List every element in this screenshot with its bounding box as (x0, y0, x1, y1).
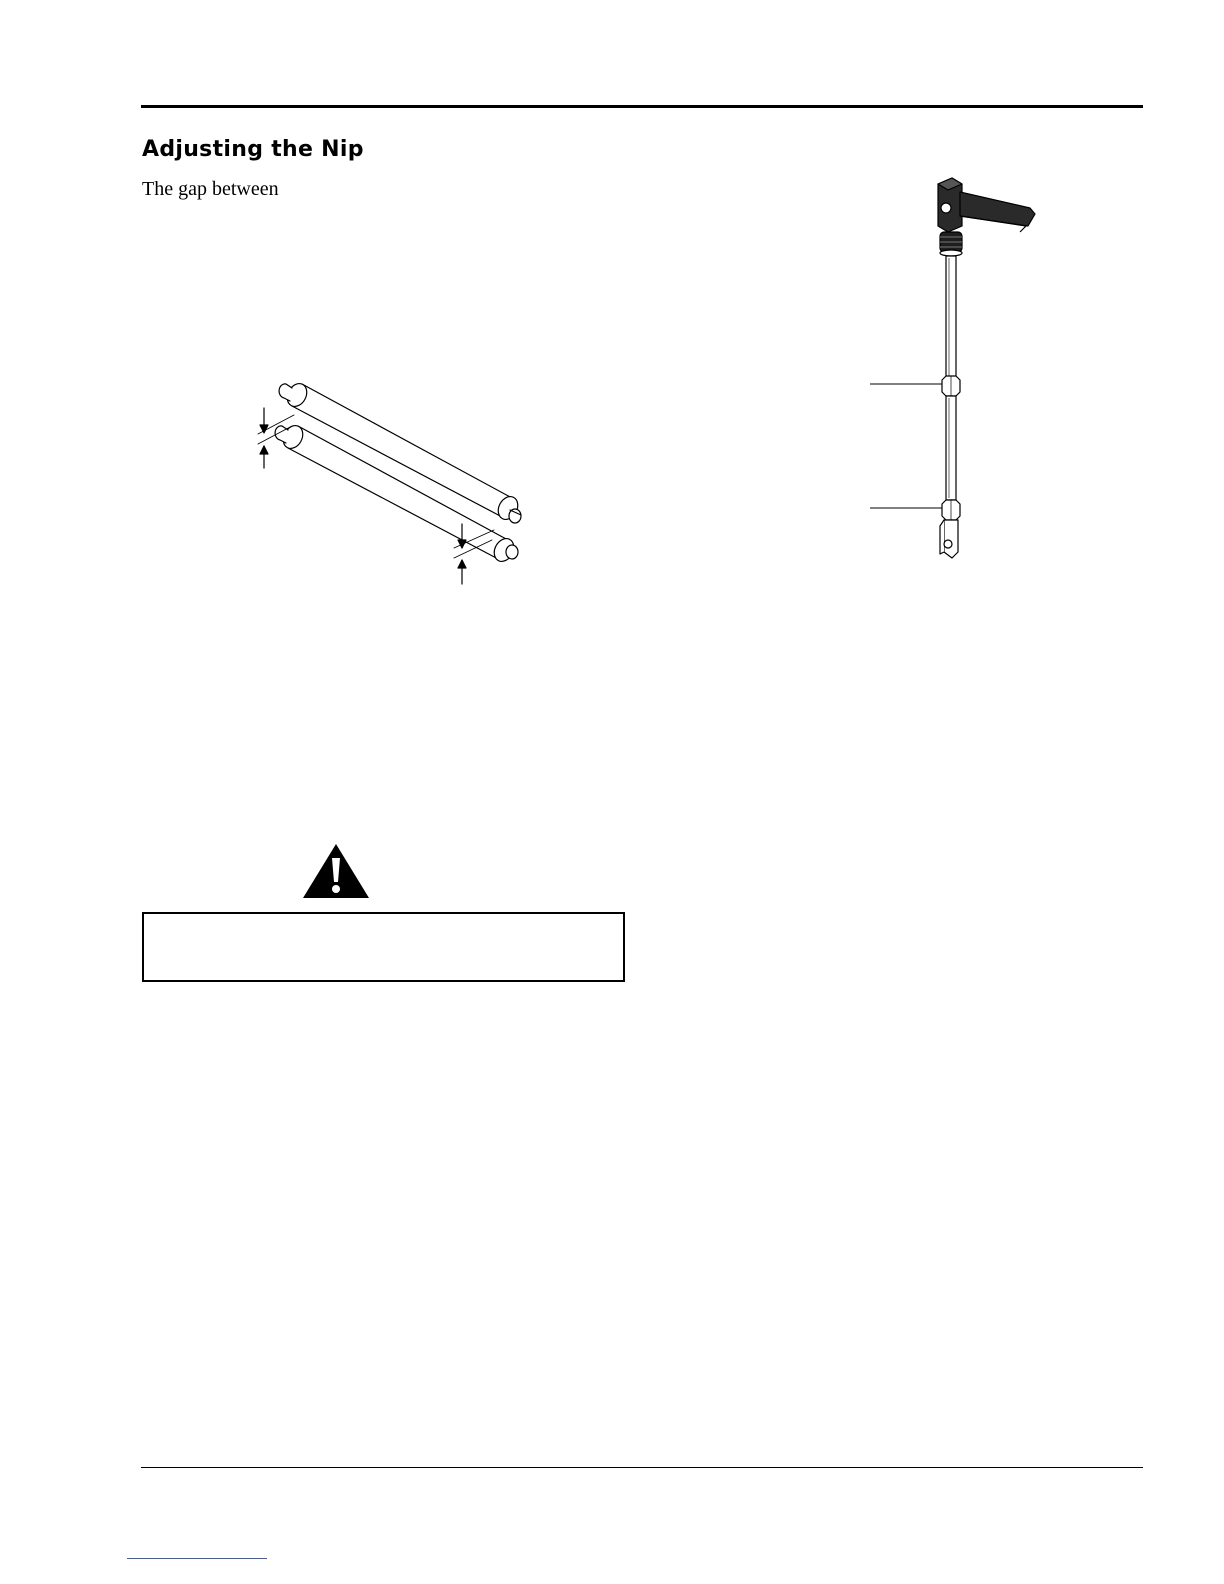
intro-paragraph: The gap between (142, 178, 279, 200)
header-rule (141, 105, 1143, 108)
nip-rollers-illustration (240, 370, 540, 590)
footer-link-underline[interactable] (127, 1558, 267, 1559)
warning-triangle-icon (301, 842, 371, 900)
warning-box (142, 912, 625, 982)
footer-rule (141, 1467, 1143, 1468)
adjustment-rod-illustration (860, 170, 1050, 565)
section-heading: Adjusting the Nip (142, 137, 364, 162)
